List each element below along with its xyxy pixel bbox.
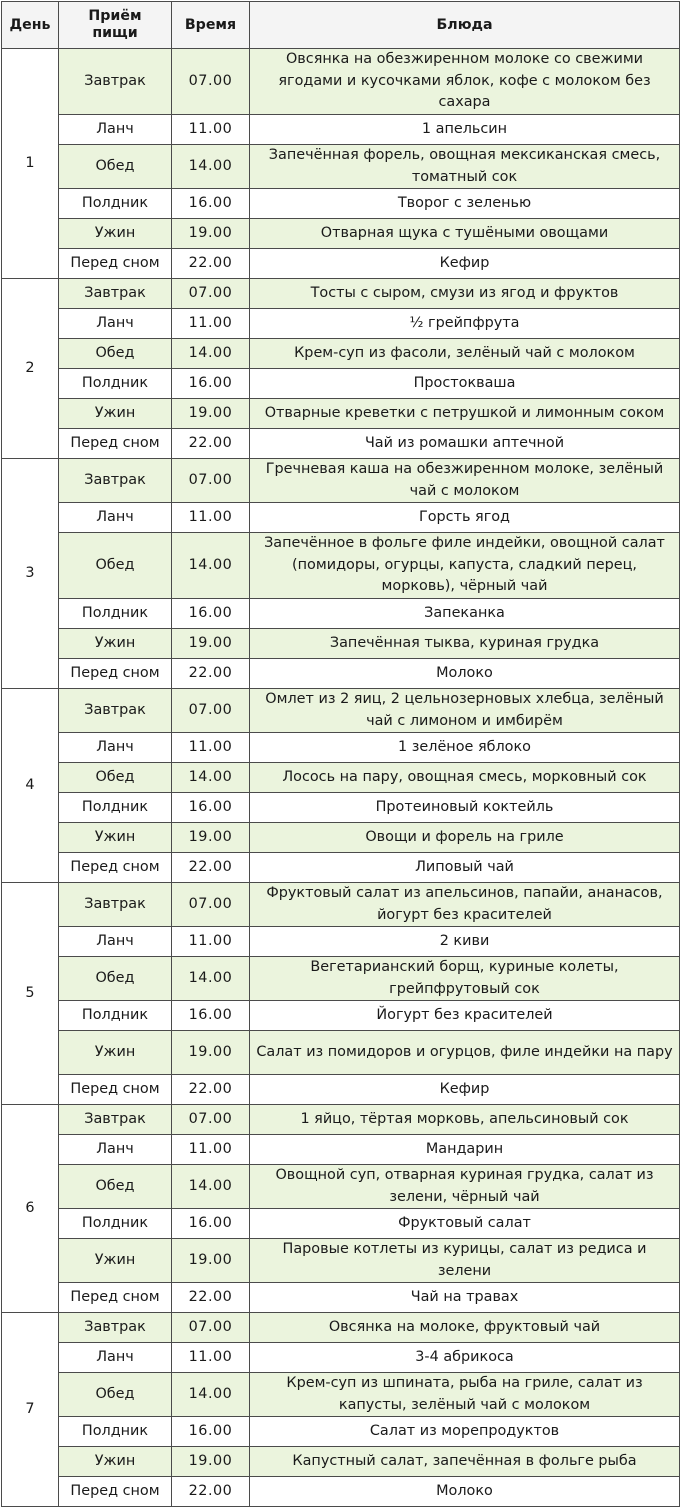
meal-plan-table xyxy=(1,1,680,1507)
meal-time: 14.00 xyxy=(172,763,250,793)
meal-dish: Гречневая каша на обезжиренном молоке, зелёный чай с молоком xyxy=(250,459,680,503)
meal-snack: Полдник xyxy=(59,599,172,629)
meal-dish: Овсянка на обезжиренном молоке со свежими ягодами и кусочками яблок, кофе с молоком без сахара xyxy=(250,49,680,115)
meal-time: 22.00 xyxy=(172,659,250,689)
table-row xyxy=(2,957,680,1001)
meal-breakfast: Завтрак xyxy=(59,279,172,309)
meal-dish: Тосты с сыром, смузи из ягод и фруктов xyxy=(250,279,680,309)
table-row xyxy=(2,1031,680,1075)
table-row xyxy=(2,115,680,145)
table-row xyxy=(2,733,680,763)
meal-dish: Овощной суп, отварная куриная грудка, салат из зелени, чёрный чай xyxy=(250,1165,680,1209)
meal-dinner: Обед xyxy=(59,339,172,369)
meal-time: 19.00 xyxy=(172,629,250,659)
meal-time: 22.00 xyxy=(172,1283,250,1313)
meal-time: 14.00 xyxy=(172,339,250,369)
table-row xyxy=(2,1313,680,1343)
meal-dish: Крем-суп из шпината, рыба на гриле, салат из капусты, зелёный чай с молоком xyxy=(250,1373,680,1417)
meal-lunch: Ланч xyxy=(59,309,172,339)
meal-dish: Творог с зеленью xyxy=(250,189,680,219)
table-row xyxy=(2,459,680,503)
meal-time: 16.00 xyxy=(172,793,250,823)
table-row xyxy=(2,1477,680,1507)
meal-time: 16.00 xyxy=(172,599,250,629)
header-dishes: Блюда xyxy=(250,2,680,49)
meal-dish: Салат из морепродуктов xyxy=(250,1417,680,1447)
day-number: 7 xyxy=(2,1313,59,1507)
header-day: День xyxy=(2,2,59,49)
meal-time: 11.00 xyxy=(172,309,250,339)
meal-time: 19.00 xyxy=(172,1239,250,1283)
table-row xyxy=(2,145,680,189)
meal-time: 14.00 xyxy=(172,145,250,189)
meal-supper: Ужин xyxy=(59,1239,172,1283)
meal-time: 19.00 xyxy=(172,1447,250,1477)
meal-time: 14.00 xyxy=(172,1373,250,1417)
meal-lunch: Ланч xyxy=(59,733,172,763)
meal-dish: Лосось на пару, овощная смесь, морковный сок xyxy=(250,763,680,793)
meal-dish: Овощи и форель на гриле xyxy=(250,823,680,853)
meal-dish: Молоко xyxy=(250,1477,680,1507)
meal-dinner: Обед xyxy=(59,1373,172,1417)
table-row xyxy=(2,823,680,853)
meal-before-sleep: Перед сном xyxy=(59,1283,172,1313)
table-row xyxy=(2,793,680,823)
table-row xyxy=(2,1343,680,1373)
table-row xyxy=(2,1209,680,1239)
meal-supper: Ужин xyxy=(59,1031,172,1075)
meal-time: 19.00 xyxy=(172,823,250,853)
table-row xyxy=(2,429,680,459)
meal-snack: Полдник xyxy=(59,189,172,219)
meal-before-sleep: Перед сном xyxy=(59,659,172,689)
meal-dish: Простокваша xyxy=(250,369,680,399)
meal-dish: Молоко xyxy=(250,659,680,689)
table-row xyxy=(2,1165,680,1209)
meal-before-sleep: Перед сном xyxy=(59,1477,172,1507)
header-time: Время xyxy=(172,2,250,49)
table-row xyxy=(2,49,680,115)
day-number: 2 xyxy=(2,279,59,459)
meal-dish: Запечённое в фольге филе индейки, овощной салат (помидоры, огурцы, капуста, сладкий перец, морковь), чёрный чай xyxy=(250,533,680,599)
meal-dish: Протеиновый коктейль xyxy=(250,793,680,823)
meal-time: 19.00 xyxy=(172,1031,250,1075)
meal-dish: Капустный салат, запечённая в фольге рыба xyxy=(250,1447,680,1477)
meal-time: 16.00 xyxy=(172,189,250,219)
meal-time: 22.00 xyxy=(172,1075,250,1105)
meal-dish: Крем-суп из фасоли, зелёный чай с молоком xyxy=(250,339,680,369)
meal-dish: Запеканка xyxy=(250,599,680,629)
table-row xyxy=(2,659,680,689)
meal-snack: Полдник xyxy=(59,1209,172,1239)
meal-breakfast: Завтрак xyxy=(59,1105,172,1135)
meal-time: 11.00 xyxy=(172,503,250,533)
table-row xyxy=(2,1373,680,1417)
meal-plan-body xyxy=(2,49,680,1507)
meal-before-sleep: Перед сном xyxy=(59,1075,172,1105)
table-row xyxy=(2,1447,680,1477)
table-row xyxy=(2,763,680,793)
meal-dinner: Обед xyxy=(59,533,172,599)
meal-dish: Фруктовый салат из апельсинов, папайи, ананасов, йогурт без красителей xyxy=(250,883,680,927)
meal-before-sleep: Перед сном xyxy=(59,429,172,459)
meal-breakfast: Завтрак xyxy=(59,1313,172,1343)
meal-dish: Кефир xyxy=(250,249,680,279)
meal-dish: Запечённая тыква, куриная грудка xyxy=(250,629,680,659)
meal-time: 07.00 xyxy=(172,49,250,115)
meal-time: 14.00 xyxy=(172,957,250,1001)
meal-breakfast: Завтрак xyxy=(59,689,172,733)
meal-time: 11.00 xyxy=(172,1343,250,1373)
meal-dinner: Обед xyxy=(59,1165,172,1209)
meal-time: 22.00 xyxy=(172,1477,250,1507)
meal-supper: Ужин xyxy=(59,823,172,853)
meal-dish: Фруктовый салат xyxy=(250,1209,680,1239)
meal-time: 07.00 xyxy=(172,689,250,733)
table-row xyxy=(2,1001,680,1031)
meal-dish: 3-4 абрикоса xyxy=(250,1343,680,1373)
meal-time: 22.00 xyxy=(172,853,250,883)
meal-dinner: Обед xyxy=(59,145,172,189)
meal-time: 16.00 xyxy=(172,1417,250,1447)
meal-lunch: Ланч xyxy=(59,115,172,145)
meal-dish: Липовый чай xyxy=(250,853,680,883)
meal-time: 14.00 xyxy=(172,533,250,599)
meal-dish: Вегетарианский борщ, куриные колеты, грейпфрутовый сок xyxy=(250,957,680,1001)
meal-time: 11.00 xyxy=(172,733,250,763)
table-row xyxy=(2,339,680,369)
meal-snack: Полдник xyxy=(59,1001,172,1031)
meal-lunch: Ланч xyxy=(59,927,172,957)
meal-dish: Салат из помидоров и огурцов, филе индейки на пару xyxy=(250,1031,680,1075)
meal-time: 22.00 xyxy=(172,249,250,279)
meal-dish: Паровые котлеты из курицы, салат из редиса и зелени xyxy=(250,1239,680,1283)
meal-time: 11.00 xyxy=(172,115,250,145)
day-number: 1 xyxy=(2,49,59,279)
meal-time: 16.00 xyxy=(172,1209,250,1239)
table-row xyxy=(2,927,680,957)
meal-supper: Ужин xyxy=(59,219,172,249)
table-row xyxy=(2,853,680,883)
meal-lunch: Ланч xyxy=(59,503,172,533)
table-row xyxy=(2,1417,680,1447)
table-row xyxy=(2,369,680,399)
meal-dish: Запечённая форель, овощная мексиканская смесь, томатный сок xyxy=(250,145,680,189)
meal-time: 07.00 xyxy=(172,1105,250,1135)
header-meal: Приём пищи xyxy=(59,2,172,49)
meal-lunch: Ланч xyxy=(59,1343,172,1373)
table-row xyxy=(2,1105,680,1135)
table-row xyxy=(2,533,680,599)
table-row xyxy=(2,1239,680,1283)
day-number: 6 xyxy=(2,1105,59,1313)
meal-time: 16.00 xyxy=(172,369,250,399)
table-row xyxy=(2,399,680,429)
table-row xyxy=(2,689,680,733)
meal-dish: 1 яйцо, тёртая морковь, апельсиновый сок xyxy=(250,1105,680,1135)
meal-lunch: Ланч xyxy=(59,1135,172,1165)
table-row xyxy=(2,189,680,219)
table-row xyxy=(2,309,680,339)
meal-before-sleep: Перед сном xyxy=(59,853,172,883)
meal-dish: Отварная щука с тушёными овощами xyxy=(250,219,680,249)
meal-dinner: Обед xyxy=(59,763,172,793)
meal-time: 11.00 xyxy=(172,927,250,957)
table-row xyxy=(2,1283,680,1313)
meal-supper: Ужин xyxy=(59,399,172,429)
meal-dish: ½ грейпфрута xyxy=(250,309,680,339)
meal-dinner: Обед xyxy=(59,957,172,1001)
meal-supper: Ужин xyxy=(59,629,172,659)
meal-time: 19.00 xyxy=(172,219,250,249)
day-number: 5 xyxy=(2,883,59,1105)
table-row xyxy=(2,503,680,533)
table-row xyxy=(2,219,680,249)
meal-time: 16.00 xyxy=(172,1001,250,1031)
meal-dish: 1 зелёное яблоко xyxy=(250,733,680,763)
meal-time: 07.00 xyxy=(172,459,250,503)
meal-dish: Омлет из 2 яиц, 2 цельнозерновых хлебца, зелёный чай с лимоном и имбирём xyxy=(250,689,680,733)
table-row xyxy=(2,279,680,309)
meal-breakfast: Завтрак xyxy=(59,459,172,503)
meal-dish: Горсть ягод xyxy=(250,503,680,533)
meal-time: 07.00 xyxy=(172,279,250,309)
meal-dish: 1 апельсин xyxy=(250,115,680,145)
meal-dish: Кефир xyxy=(250,1075,680,1105)
meal-supper: Ужин xyxy=(59,1447,172,1477)
meal-dish: Овсянка на молоке, фруктовый чай xyxy=(250,1313,680,1343)
meal-time: 22.00 xyxy=(172,429,250,459)
meal-snack: Полдник xyxy=(59,1417,172,1447)
meal-time: 14.00 xyxy=(172,1165,250,1209)
meal-dish: Чай из ромашки аптечной xyxy=(250,429,680,459)
meal-snack: Полдник xyxy=(59,369,172,399)
meal-time: 07.00 xyxy=(172,1313,250,1343)
meal-dish: 2 киви xyxy=(250,927,680,957)
table-row xyxy=(2,599,680,629)
table-row xyxy=(2,1135,680,1165)
meal-time: 07.00 xyxy=(172,883,250,927)
meal-dish: Чай на травах xyxy=(250,1283,680,1313)
day-number: 4 xyxy=(2,689,59,883)
meal-snack: Полдник xyxy=(59,793,172,823)
table-row xyxy=(2,883,680,927)
meal-dish: Мандарин xyxy=(250,1135,680,1165)
meal-breakfast: Завтрак xyxy=(59,883,172,927)
table-row xyxy=(2,629,680,659)
header-row xyxy=(2,2,680,49)
meal-dish: Отварные креветки с петрушкой и лимонным соком xyxy=(250,399,680,429)
meal-breakfast: Завтрак xyxy=(59,49,172,115)
table-row xyxy=(2,1075,680,1105)
meal-dish: Йогурт без красителей xyxy=(250,1001,680,1031)
day-number: 3 xyxy=(2,459,59,689)
meal-before-sleep: Перед сном xyxy=(59,249,172,279)
meal-time: 19.00 xyxy=(172,399,250,429)
meal-time: 11.00 xyxy=(172,1135,250,1165)
table-row xyxy=(2,249,680,279)
